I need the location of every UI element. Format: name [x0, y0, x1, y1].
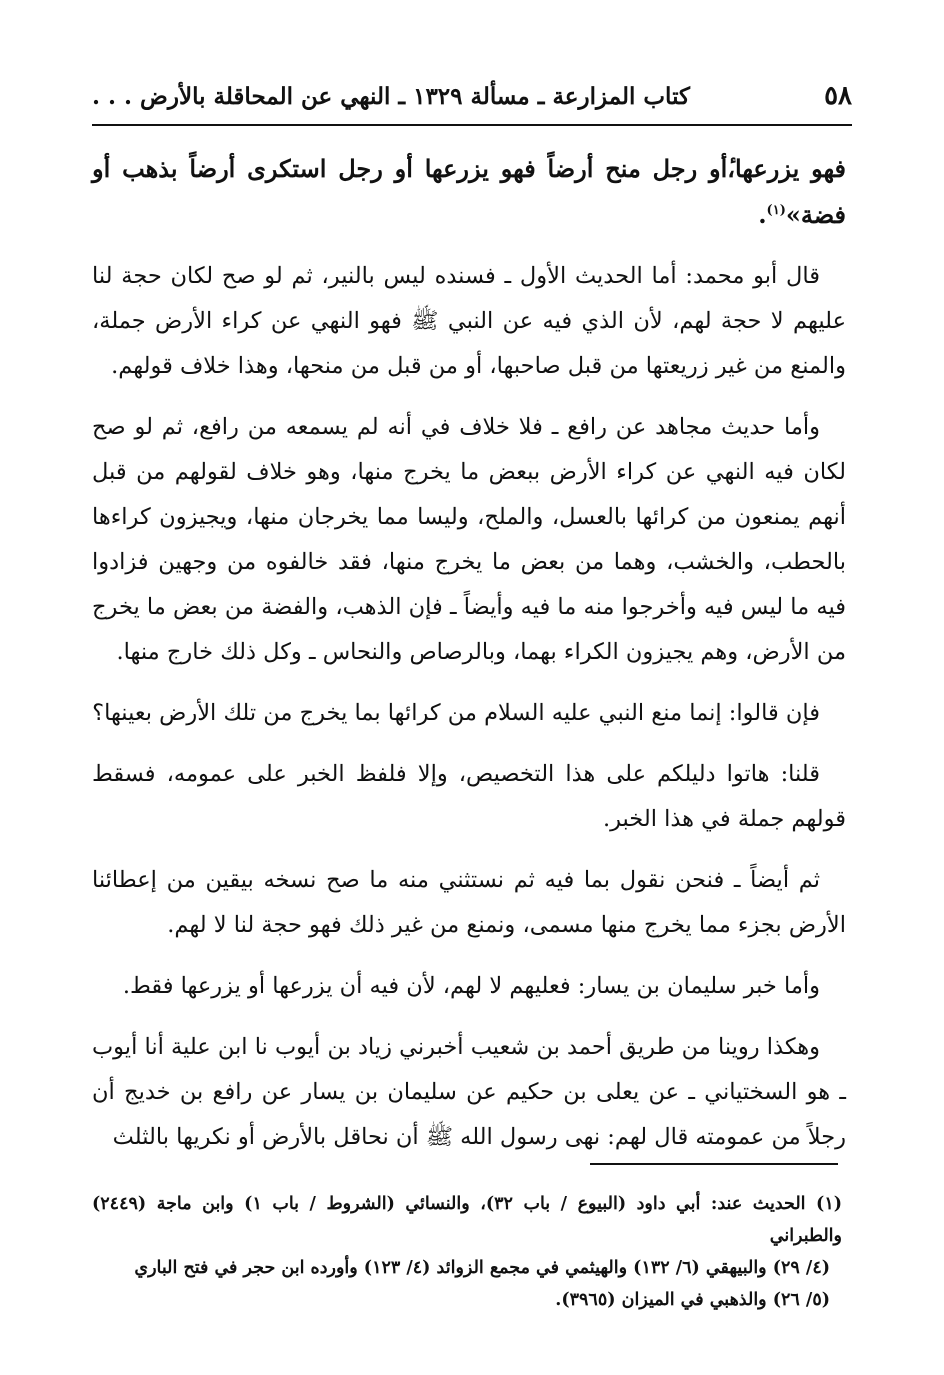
footnote-line: (٥/ ٢٦) والذهبي في الميزان (٣٩٦٥).	[555, 1290, 830, 1310]
paragraph-1-text: فهو يزرعها،ٔأو رجل منح أرضاً فهو يزرعها أو رجل استكرى أرضاً بذهب أو فضة»	[92, 154, 846, 229]
paragraph-1	[92, 146, 846, 238]
paragraph-4: فإن قالوا: إنما منع النبي عليه السلام من كرائها بما يخرج من تلك الأرض بعينها؟	[92, 700, 820, 726]
paragraph-7: وأما خبر سليمان بن يسار: فعليهم لا لهم، لأن فيه أن يزرعها أو يزرعها فقط.	[122, 973, 820, 999]
header-divider	[92, 124, 852, 126]
paragraph-5: قلنا: هاتوا دليلكم على هذا التخصيص، وإلا فلفظ الخبر على عمومه، فسقط قولهم جملة في هذا الخبر.	[92, 761, 846, 832]
paragraph-2: قال أبو محمد: أما الحديث الأول ـ فسنده ليس بالنير، ثم لو صح لكان حجة لنا عليهم لا حجة لهم، لأن الذي فيه عن النبي ﷺ فهو النهي عن كراء الأرض جملة، والمنع من غير زريعتها من قبل صاحبها، أو من قبل من منحها، وهذا خلاف قولهم.	[92, 263, 846, 379]
page-number: ٥٨	[824, 81, 852, 111]
footnote-reference: (١)	[766, 203, 786, 218]
footnotes	[92, 1188, 842, 1316]
footnote-line: (١) الحديث عند: أبي داود (البيوع / باب ٣٢)، والنسائي (الشروط / باب ١) وابن ماجة (٢٤٤٩) والطبراني	[92, 1194, 843, 1246]
footnote-line: (٤/ ٢٩) والبيهقي (٦/ ١٣٢) والهيثمي في مجمع الزوائد (٤/ ١٢٣) وأورده ابن حجر في فتح الباري	[134, 1258, 830, 1278]
footnote-divider	[590, 1163, 838, 1165]
paragraph-1-end: .	[758, 200, 767, 229]
running-title: كتاب المزارعة ـ مسألة ١٣٢٩ ـ النهي عن المحاقلة بالأرض . . .	[92, 82, 690, 110]
paragraph-6: ثم أيضاً ـ فنحن نقول بما فيه ثم نستثني منه ما صح نسخه بيقين من إعطائنا الأرض بجزء مما يخرج منها مسمى، ونمنع من غير ذلك فهو حجة لنا لا لهم.	[92, 867, 846, 938]
page-header	[92, 74, 852, 118]
paragraph-3: وأما حديث مجاهد عن رافع ـ فلا خلاف في أنه لم يسمعه من رافع، ثم لو صح لكان فيه النهي عن كراء الأرض ببعض ما يخرج منها، وهو خلاف لقولهم من قبل أنهم يمنعون من كرائها بالعسل، والملح، وليسا مما يخرجان منها، ويجيزون كراءها بالحطب، والخشب، وهما من بعض ما يخرج منها، فقد خالفوه من وجهين فزادوا فيه ما ليس فيه وأخرجوا منه ما فيه وأيضاً ـ فإن الذهب، والفضة من بعض ما يخرج من الأرض، وهم يجيزون الكراء بهما، وبالرصاص والنحاس ـ وكل ذلك خارج منها.	[92, 414, 846, 665]
main-text	[92, 146, 846, 1176]
paragraph-8: وهكذا روينا من طريق أحمد بن شعيب أخبرني زياد بن أيوب نا ابن علية أنا أيوب ـ هو السختياني ـ عن يعلى بن حكيم عن سليمان بن يسار عن رافع بن خديج أن رجلاً من عمومته قال لهم: نهى رسول الله ﷺ أن نحاقل بالأرض أو نكريها بالثلث	[92, 1034, 846, 1150]
